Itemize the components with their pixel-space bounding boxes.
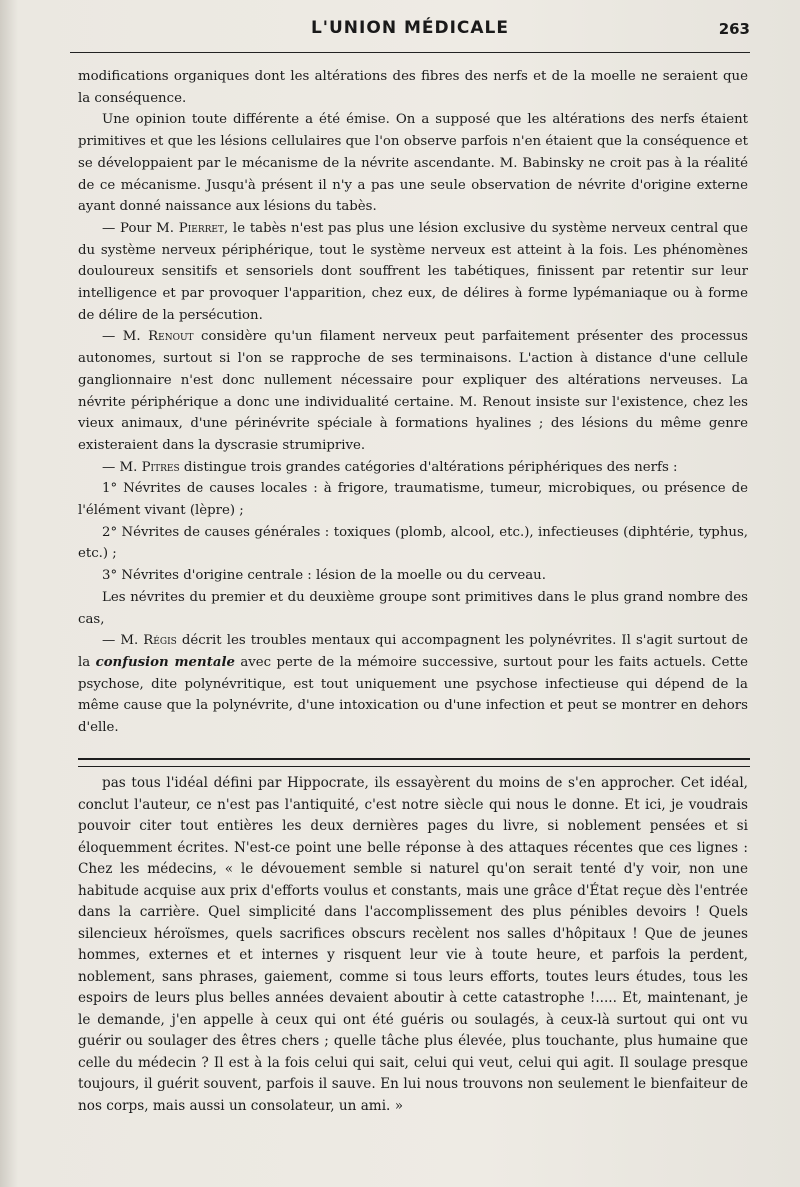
author-name: Renout (148, 329, 194, 345)
running-title: L'UNION MÉDICALE (310, 18, 510, 38)
paragraph (78, 630, 748, 739)
upper-article (78, 66, 748, 739)
text-run: avec perte de la mémoire successive, surtout pour les faits actuels. Cette psychose, dite polynévritique, est tout uniquement une psychose infectieuse qui dépend de la même cause que la polynévrite, d'une intoxication ou d'une infection et peut se montrer en dehors d'elle. (78, 654, 748, 736)
list-item: 3° Névrites d'origine centrale : lésion de la moelle ou du cerveau. (102, 568, 546, 584)
paragraph: Les névrites du premier et du deuxième groupe sont primitives dans le plus grand nombre des cas, (78, 589, 748, 627)
text-run: , le tabès n'est pas plus une lésion exclusive du système nerveux central que du système nerveux périphérique, tout le système nerveux est atteint à la fois. Les phénomènes douloureux sensitifs et sensoriels dont souffrent les tabétiques, finissent par retentir sur leur intelligence et par provoquer l'apparition, chez eux, de délires à forme lypémaniaque ou à forme de délire de la persécution. (78, 220, 748, 323)
page-header (70, 18, 750, 58)
text-run: — M. (102, 329, 149, 345)
feuilleton-article (78, 773, 748, 1117)
paragraph: Une opinion toute différente a été émise. On a supposé que les altérations des nerfs étaient primitives et que les lésions cellulaires que l'on observe parfois n'en étaient que la conséquence et se développaient par le mécanisme de la névrite ascendante. M. Babinsky ne croit pas à la réalité de ce mécanisme. Jusqu'à présent il n'y a pas une seule observation de névrite d'origine externe ayant donné naissance aux lésions du tabès. (78, 112, 748, 215)
page-number: 263 (718, 20, 750, 38)
text-run: distingue trois grandes catégories d'altérations périphériques des nerfs : (179, 459, 678, 475)
author-name: Régis (143, 633, 177, 649)
list-item: 1° Névrites de causes locales : à frigore, traumatisme, tumeur, microbiques, ou présence de l'élément vivant (lèpre) ; (78, 481, 748, 519)
paragraph (78, 457, 748, 479)
text-run: décrit les troubles mentaux qui accompagnent les polynévrites. Il s'agit surtout de la (78, 633, 749, 670)
text-run: — M. (102, 459, 142, 475)
text-run: — Pour M. (102, 220, 179, 236)
author-name: Pierret (178, 220, 224, 236)
paragraph: pas tous l'idéal défini par Hippocrate, ils essayèrent du moins de s'en approcher. Cet idéal, conclut l'auteur, ce n'est pas l'antiquité, c'est notre siècle qui nous le donne. Et ici, je voudrais pouvoir citer tout entières les deux dernières pages du livre, si noblement pensées et si éloquemment écrites. N'est-ce point une belle réponse à des attaques récentes que ces lignes : Chez les médecins, « le dévouement semble si naturel qu'on serait tenté d'y voir, non une habitude acquise aux prix d'efforts voulus et constants, mais une grâce d'État reçue dès l'entrée dans la carrière. Quel simplicité dans l'accomplissement des plus pénibles devoirs ! Quels silencieux héroïsmes, quels sacrifices obscurs recèlent nos salles d'hôpitaux ! Que de jeunes hommes, externes et et internes y risquent leur vie à toute heure, et parfois la perdent, noblement, sans phrases, gaiement, comme si tous leurs efforts, toutes leurs études, tous les espoirs de leurs plus belles années devaient aboutir à cette catastrophe !..... Et, maintenant, je le demande, j'en appelle à ceux qui ont été guéris ou soulagés, à ceux-là surtout qui ont vu guérir ou soulager des êtres chers ; quelle tâche plus élevée, plus touchante, plus humaine que celle du médecin ? Il est à la fois celui qui sait, celui qui veut, celui qui agit. Il soulage presque toujours, il guérit souvent, parfois il sauve. En lui nous trouvons non seulement le bienfaiteur de nos corps, mais aussi un consolateur, un ami. » (78, 775, 748, 1114)
header-rule (70, 52, 750, 53)
text-run: considère qu'un filament nerveux peut parfaitement présenter des processus autonomes, surtout si l'on se rapproche de ses terminaisons. L'action à distance d'une cellule ganglionnaire n'est donc nullement nécessaire pour expliquer des altérations nerveuses. La névrite périphérique a donc une individualité certaine. M. Renout insiste sur l'existence, chez les vieux animaux, d'une périnévrite spéciale à formations hyalines ; des lésions du même genre existeraient dans la dyscrasie strumiprive. (78, 329, 748, 453)
emphasis: confusion mentale (95, 654, 235, 670)
paragraph (78, 218, 748, 327)
paragraph: modifications organiques dont les altérations des fibres des nerfs et de la moelle ne seraient que la conséquence. (78, 69, 748, 106)
list-item: 2° Névrites de causes générales : toxiques (plomb, alcool, etc.), infectieuses (diphtérie, typhus, etc.) ; (78, 524, 748, 562)
author-name: Pitres (141, 459, 180, 475)
feuilleton-separator (78, 758, 750, 767)
text-run: — M. (102, 633, 144, 649)
paragraph (78, 326, 748, 456)
